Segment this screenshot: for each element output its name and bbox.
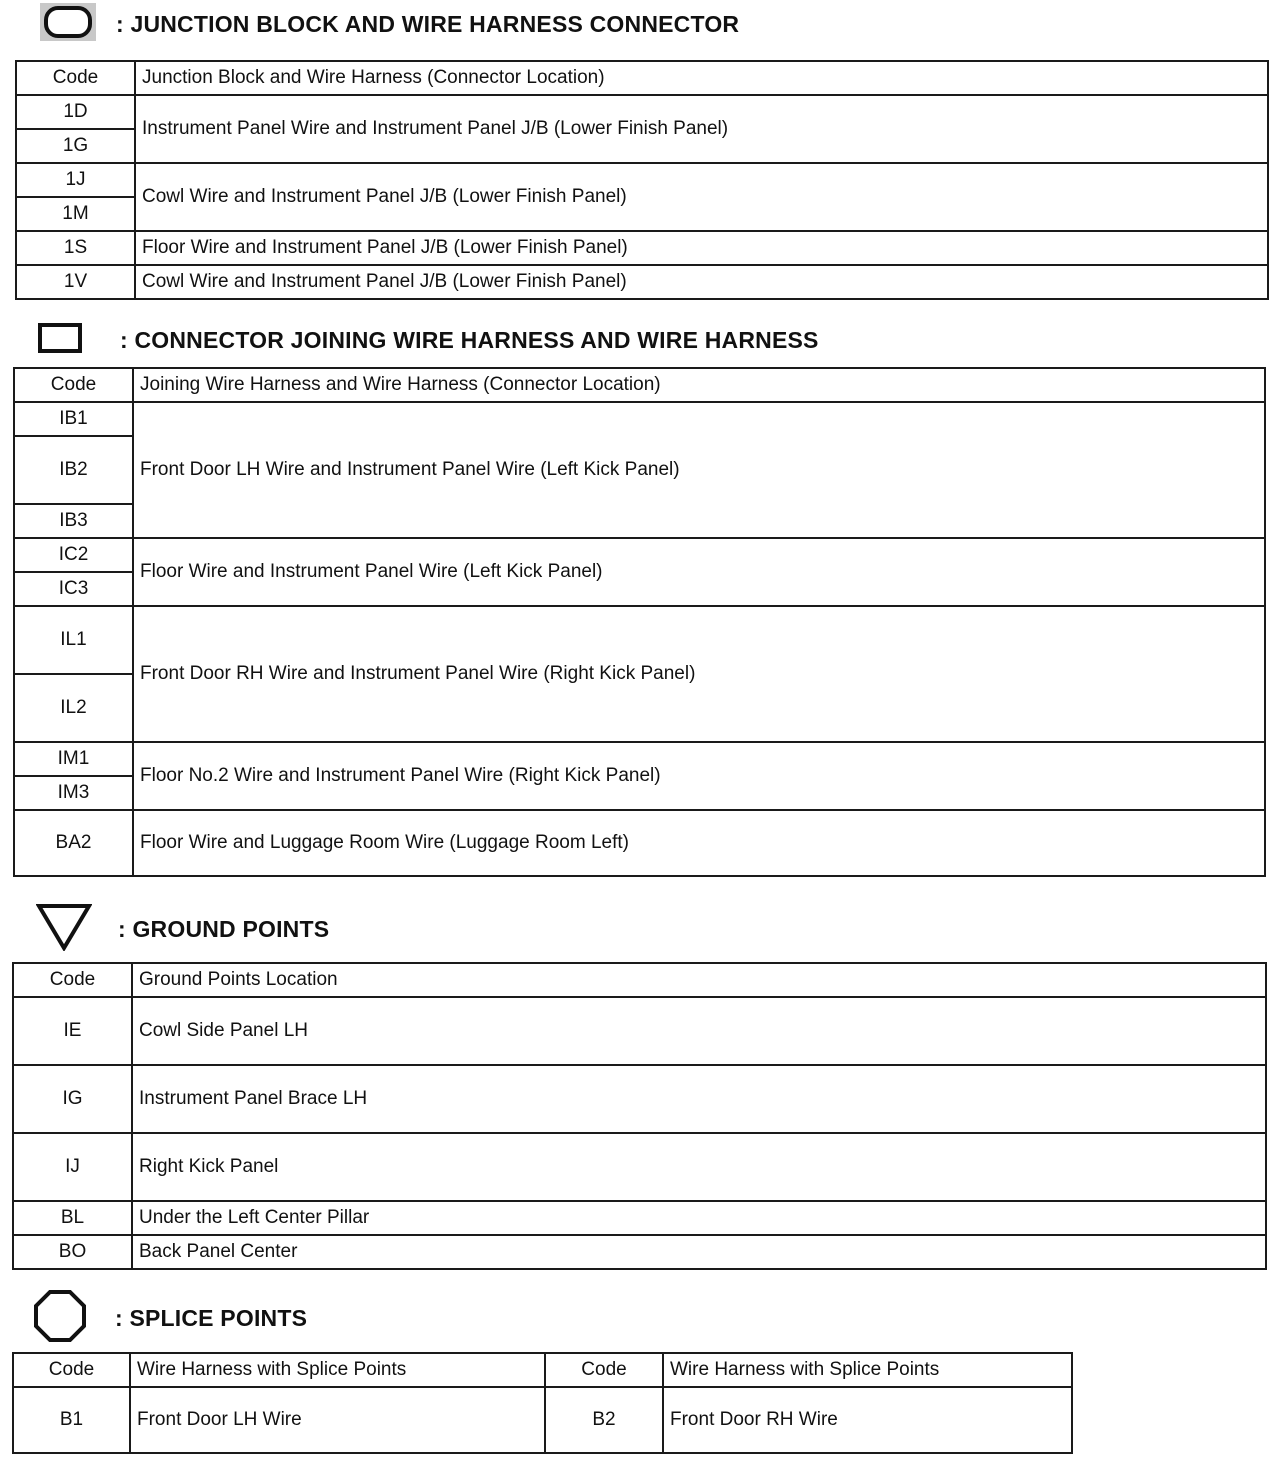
table-row: [13, 1235, 1266, 1269]
splice-section-title: : SPLICE POINTS: [115, 1304, 308, 1331]
description-cell: Floor Wire and Instrument Panel J/B (Lower Finish Panel): [135, 231, 1268, 265]
junction-section-title: : JUNCTION BLOCK AND WIRE HARNESS CONNECTOR: [116, 10, 740, 37]
description-cell: Right Kick Panel: [132, 1133, 1266, 1201]
description-header: Junction Block and Wire Harness (Connector Location): [135, 61, 1268, 95]
description-cell: Cowl Wire and Instrument Panel J/B (Lower Finish Panel): [135, 265, 1268, 299]
code-cell: IM1: [14, 742, 133, 776]
table-row: [14, 810, 1265, 876]
table-header-row: [13, 963, 1266, 997]
code-cell: 1S: [16, 231, 135, 265]
code-header: Code: [16, 61, 135, 95]
description-cell: Floor No.2 Wire and Instrument Panel Wire (Right Kick Panel): [133, 742, 1265, 810]
code-header: Code: [545, 1353, 663, 1387]
code-cell: BO: [13, 1235, 132, 1269]
table-header-row: [16, 61, 1268, 95]
ground-triangle-icon: [36, 903, 92, 956]
code-cell: IG: [13, 1065, 132, 1133]
description-cell: Instrument Panel Wire and Instrument Panel J/B (Lower Finish Panel): [135, 95, 1268, 163]
table-row: [14, 402, 1265, 436]
description-cell: Instrument Panel Brace LH: [132, 1065, 1266, 1133]
splice-section-header: [33, 1290, 307, 1346]
table-row: [13, 997, 1266, 1065]
code-cell: BA2: [14, 810, 133, 876]
junction-table: [15, 60, 1269, 300]
table-row: [16, 95, 1268, 129]
table-row: [16, 231, 1268, 265]
ground-section-title: : GROUND POINTS: [118, 915, 330, 942]
description-cell: Back Panel Center: [132, 1235, 1266, 1269]
table-row: [14, 606, 1265, 674]
code-cell: IB2: [14, 436, 133, 504]
code-cell: IC2: [14, 538, 133, 572]
connector-table: [13, 367, 1266, 877]
code-cell: 1J: [16, 163, 135, 197]
table-row: [16, 163, 1268, 197]
junction-section-header: [40, 4, 739, 44]
table-row: [16, 265, 1268, 299]
code-cell: IB3: [14, 504, 133, 538]
table-header-row: [14, 368, 1265, 402]
description-cell: Front Door RH Wire and Instrument Panel Wire (Right Kick Panel): [133, 606, 1265, 742]
junction-block-icon: [40, 3, 96, 46]
description-cell: Cowl Wire and Instrument Panel J/B (Lower Finish Panel): [135, 163, 1268, 231]
description-header: Wire Harness with Splice Points: [130, 1353, 545, 1387]
table-row: [13, 1387, 1072, 1453]
ground-section-header: [36, 904, 329, 954]
code-header: Code: [13, 1353, 130, 1387]
code-cell: IM3: [14, 776, 133, 810]
code-cell: BL: [13, 1201, 132, 1235]
code-header: Code: [13, 963, 132, 997]
code-cell: 1D: [16, 95, 135, 129]
connector-section-title: : CONNECTOR JOINING WIRE HARNESS AND WIRE HARNESS: [120, 326, 819, 353]
description-header: Ground Points Location: [132, 963, 1266, 997]
description-cell: Cowl Side Panel LH: [132, 997, 1266, 1065]
code-cell: IB1: [14, 402, 133, 436]
code-cell: 1M: [16, 197, 135, 231]
description-cell: Front Door RH Wire: [663, 1387, 1072, 1453]
table-row: [14, 538, 1265, 572]
ground-table: [12, 962, 1267, 1270]
description-cell: Under the Left Center Pillar: [132, 1201, 1266, 1235]
connector-section-header: [38, 320, 819, 360]
code-cell: IJ: [13, 1133, 132, 1201]
description-cell: Floor Wire and Luggage Room Wire (Luggage Room Left): [133, 810, 1265, 876]
table-row: [13, 1201, 1266, 1235]
splice-octagon-icon: [33, 1289, 87, 1348]
code-cell: B2: [545, 1387, 663, 1453]
code-cell: IC3: [14, 572, 133, 606]
connector-square-icon: [38, 323, 82, 358]
splice-table: [12, 1352, 1073, 1454]
code-cell: 1G: [16, 129, 135, 163]
table-row: [13, 1065, 1266, 1133]
description-header: Joining Wire Harness and Wire Harness (Connector Location): [133, 368, 1265, 402]
table-row: [14, 742, 1265, 776]
code-cell: IL1: [14, 606, 133, 674]
description-cell: Front Door LH Wire: [130, 1387, 545, 1453]
table-header-row: [13, 1353, 1072, 1387]
description-cell: Floor Wire and Instrument Panel Wire (Left Kick Panel): [133, 538, 1265, 606]
code-cell: IE: [13, 997, 132, 1065]
description-header: Wire Harness with Splice Points: [663, 1353, 1072, 1387]
code-cell: 1V: [16, 265, 135, 299]
code-cell: B1: [13, 1387, 130, 1453]
description-cell: Front Door LH Wire and Instrument Panel Wire (Left Kick Panel): [133, 402, 1265, 538]
table-row: [13, 1133, 1266, 1201]
code-cell: IL2: [14, 674, 133, 742]
code-header: Code: [14, 368, 133, 402]
